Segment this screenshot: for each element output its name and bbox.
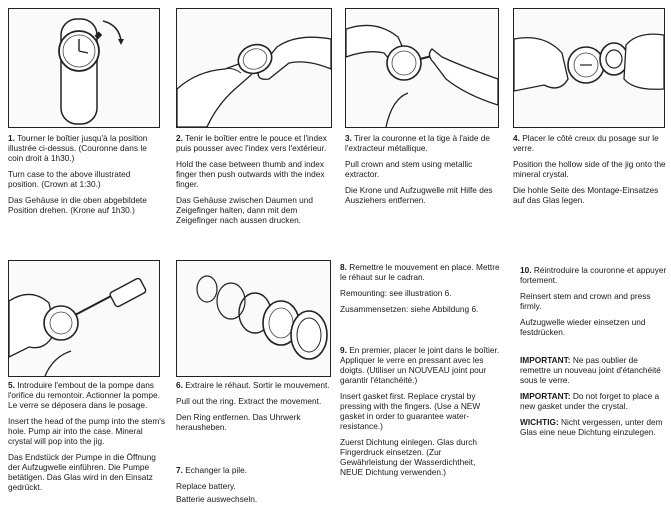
step-text-en: Remounting: see illustration 6. — [340, 288, 452, 298]
important-notes — [520, 355, 668, 443]
important-label: IMPORTANT: — [520, 355, 571, 365]
step-number: 9. — [340, 345, 347, 355]
step-number: 2. — [176, 133, 183, 143]
step-10 — [520, 265, 668, 343]
illustration-5 — [8, 260, 160, 377]
step-text-de: Den Ring entfernen. Das Uhrwerk herausheben. — [176, 412, 301, 432]
step-number: 1. — [8, 133, 15, 143]
step-text-de: Aufzugwelle wieder einsetzen und festdrücken. — [520, 317, 646, 337]
step-text-en: Pull crown and stem using metallic extractor. — [345, 159, 473, 179]
step-6 — [176, 380, 331, 438]
step-text-de: Batterie auswechseln. — [176, 494, 258, 504]
important-note — [520, 417, 668, 437]
step-text-en: Insert gasket first. Replace crystal by pressing with the fingers. (Use a NEW gasket in order to guarantee water-resistance.) — [340, 391, 481, 431]
step-4 — [513, 133, 668, 211]
step-text-de: Das Endstück der Pumpe in die Öffnung der Aufzugwelle einführen. Die Pumpe betätigen. Das Glas wird in den Einsatz gedrückt. — [8, 452, 156, 492]
step-number: 8. — [340, 262, 347, 272]
illustration-3 — [345, 8, 499, 128]
step-number: 4. — [513, 133, 520, 143]
step-text-en: Hold the case between thumb and index finger then push outwards with the index finger. — [176, 159, 325, 189]
step-7 — [176, 465, 331, 510]
step-text-en: Replace battery. — [176, 481, 236, 491]
step-number: 3. — [345, 133, 352, 143]
important-note — [520, 391, 668, 411]
step-text-en: Insert the head of the pump into the stem's hole. Pump air into the case. Mineral crystal will pop into the jig. — [8, 416, 166, 446]
important-text: Ne pas oublier de remettre un nouveau joint d'étanchéité sous le verre. — [520, 355, 661, 385]
step-1 — [8, 133, 163, 221]
step-text-fr: Remettre le mouvement en place. Mettre le réhaut sur le cadran. — [340, 262, 500, 282]
important-text: Do not forget to place a new gasket under the crystal. — [520, 391, 660, 411]
step-text-fr: Extraire le réhaut. Sortir le mouvement. — [185, 380, 330, 390]
step-text-fr: Tirer la couronne et la tige à l'aide de l'extracteur métallique. — [345, 133, 491, 153]
step-text-en: Position the hollow side of the jig onto the mineral crystal. — [513, 159, 666, 179]
step-text-de: Die Krone und Aufzugwelle mit Hilfe des Ausziehers entfernen. — [345, 185, 493, 205]
step-8 — [340, 262, 500, 320]
step-text-de: Das Gehäuse zwischen Daumen und Zeigefinger halten, dann mit dem Zeigefinger nach aussen drucken. — [176, 195, 313, 225]
important-note — [520, 355, 668, 385]
step-3 — [345, 133, 500, 211]
step-text-fr: En premier, placer le joint dans le boîtier. Appliquer le verre en pressant avec les doigts. (Utiliser un NOUVEAU joint pour garantir l'étanchéité.) — [340, 345, 500, 385]
important-label: WICHTIG: — [520, 417, 559, 427]
important-label: IMPORTANT: — [520, 391, 571, 401]
step-text-fr: Réintroduire la couronne et appuyer fortement. — [520, 265, 667, 285]
illustration-1 — [8, 8, 160, 128]
step-number: 7. — [176, 465, 183, 475]
step-number: 5. — [8, 380, 15, 390]
step-text-de: Zusammensetzen: siehe Abbildung 6. — [340, 304, 479, 314]
illustration-4 — [513, 8, 665, 128]
step-text-de: Das Gehäuse in die oben abgebildete Position drehen. (Krone auf 1h30.) — [8, 195, 147, 215]
step-text-de: Zuerst Dichtung einlegen. Glas durch Fingerdruck einsetzen. (Zur Gewährleistung der Wasserdichtheit, NEUE Dichtung verwenden.) — [340, 437, 477, 477]
step-9 — [340, 345, 500, 483]
step-text-fr: Introduire l'embout de la pompe dans l'orifice du remontoir. Actionner la pompe. Le verre se déposera dans le posage. — [8, 380, 160, 410]
step-5 — [8, 380, 168, 498]
step-text-fr: Placer le côté creux du posage sur le verre. — [513, 133, 659, 153]
illustration-2 — [176, 8, 332, 128]
step-text-fr: Tourner le boîtier jusqu'à la position illustrée ci-dessus. (Couronne dans le coin droit à 1h30.) — [8, 133, 148, 163]
step-text-en: Pull out the ring. Extract the movement. — [176, 396, 322, 406]
step-text-en: Reinsert stem and crown and press firmly. — [520, 291, 651, 311]
step-2 — [176, 133, 336, 231]
step-text-fr: Tenir le boîtier entre le pouce et l'index puis pousser avec l'index vers l'extérieur. — [176, 133, 327, 153]
step-number: 10. — [520, 265, 532, 275]
illustration-6 — [176, 260, 331, 377]
step-text-fr: Echanger la pile. — [185, 465, 248, 475]
step-number: 6. — [176, 380, 183, 390]
step-text-en: Turn case to the above illustrated position. (Crown at 1:30.) — [8, 169, 131, 189]
step-text-de: Die hohle Seite des Montage-Einsatzes auf das Glas legen. — [513, 185, 659, 205]
important-text: Nicht vergessen, unter dem Glas eine neue Dichtung einzulegen. — [520, 417, 663, 437]
